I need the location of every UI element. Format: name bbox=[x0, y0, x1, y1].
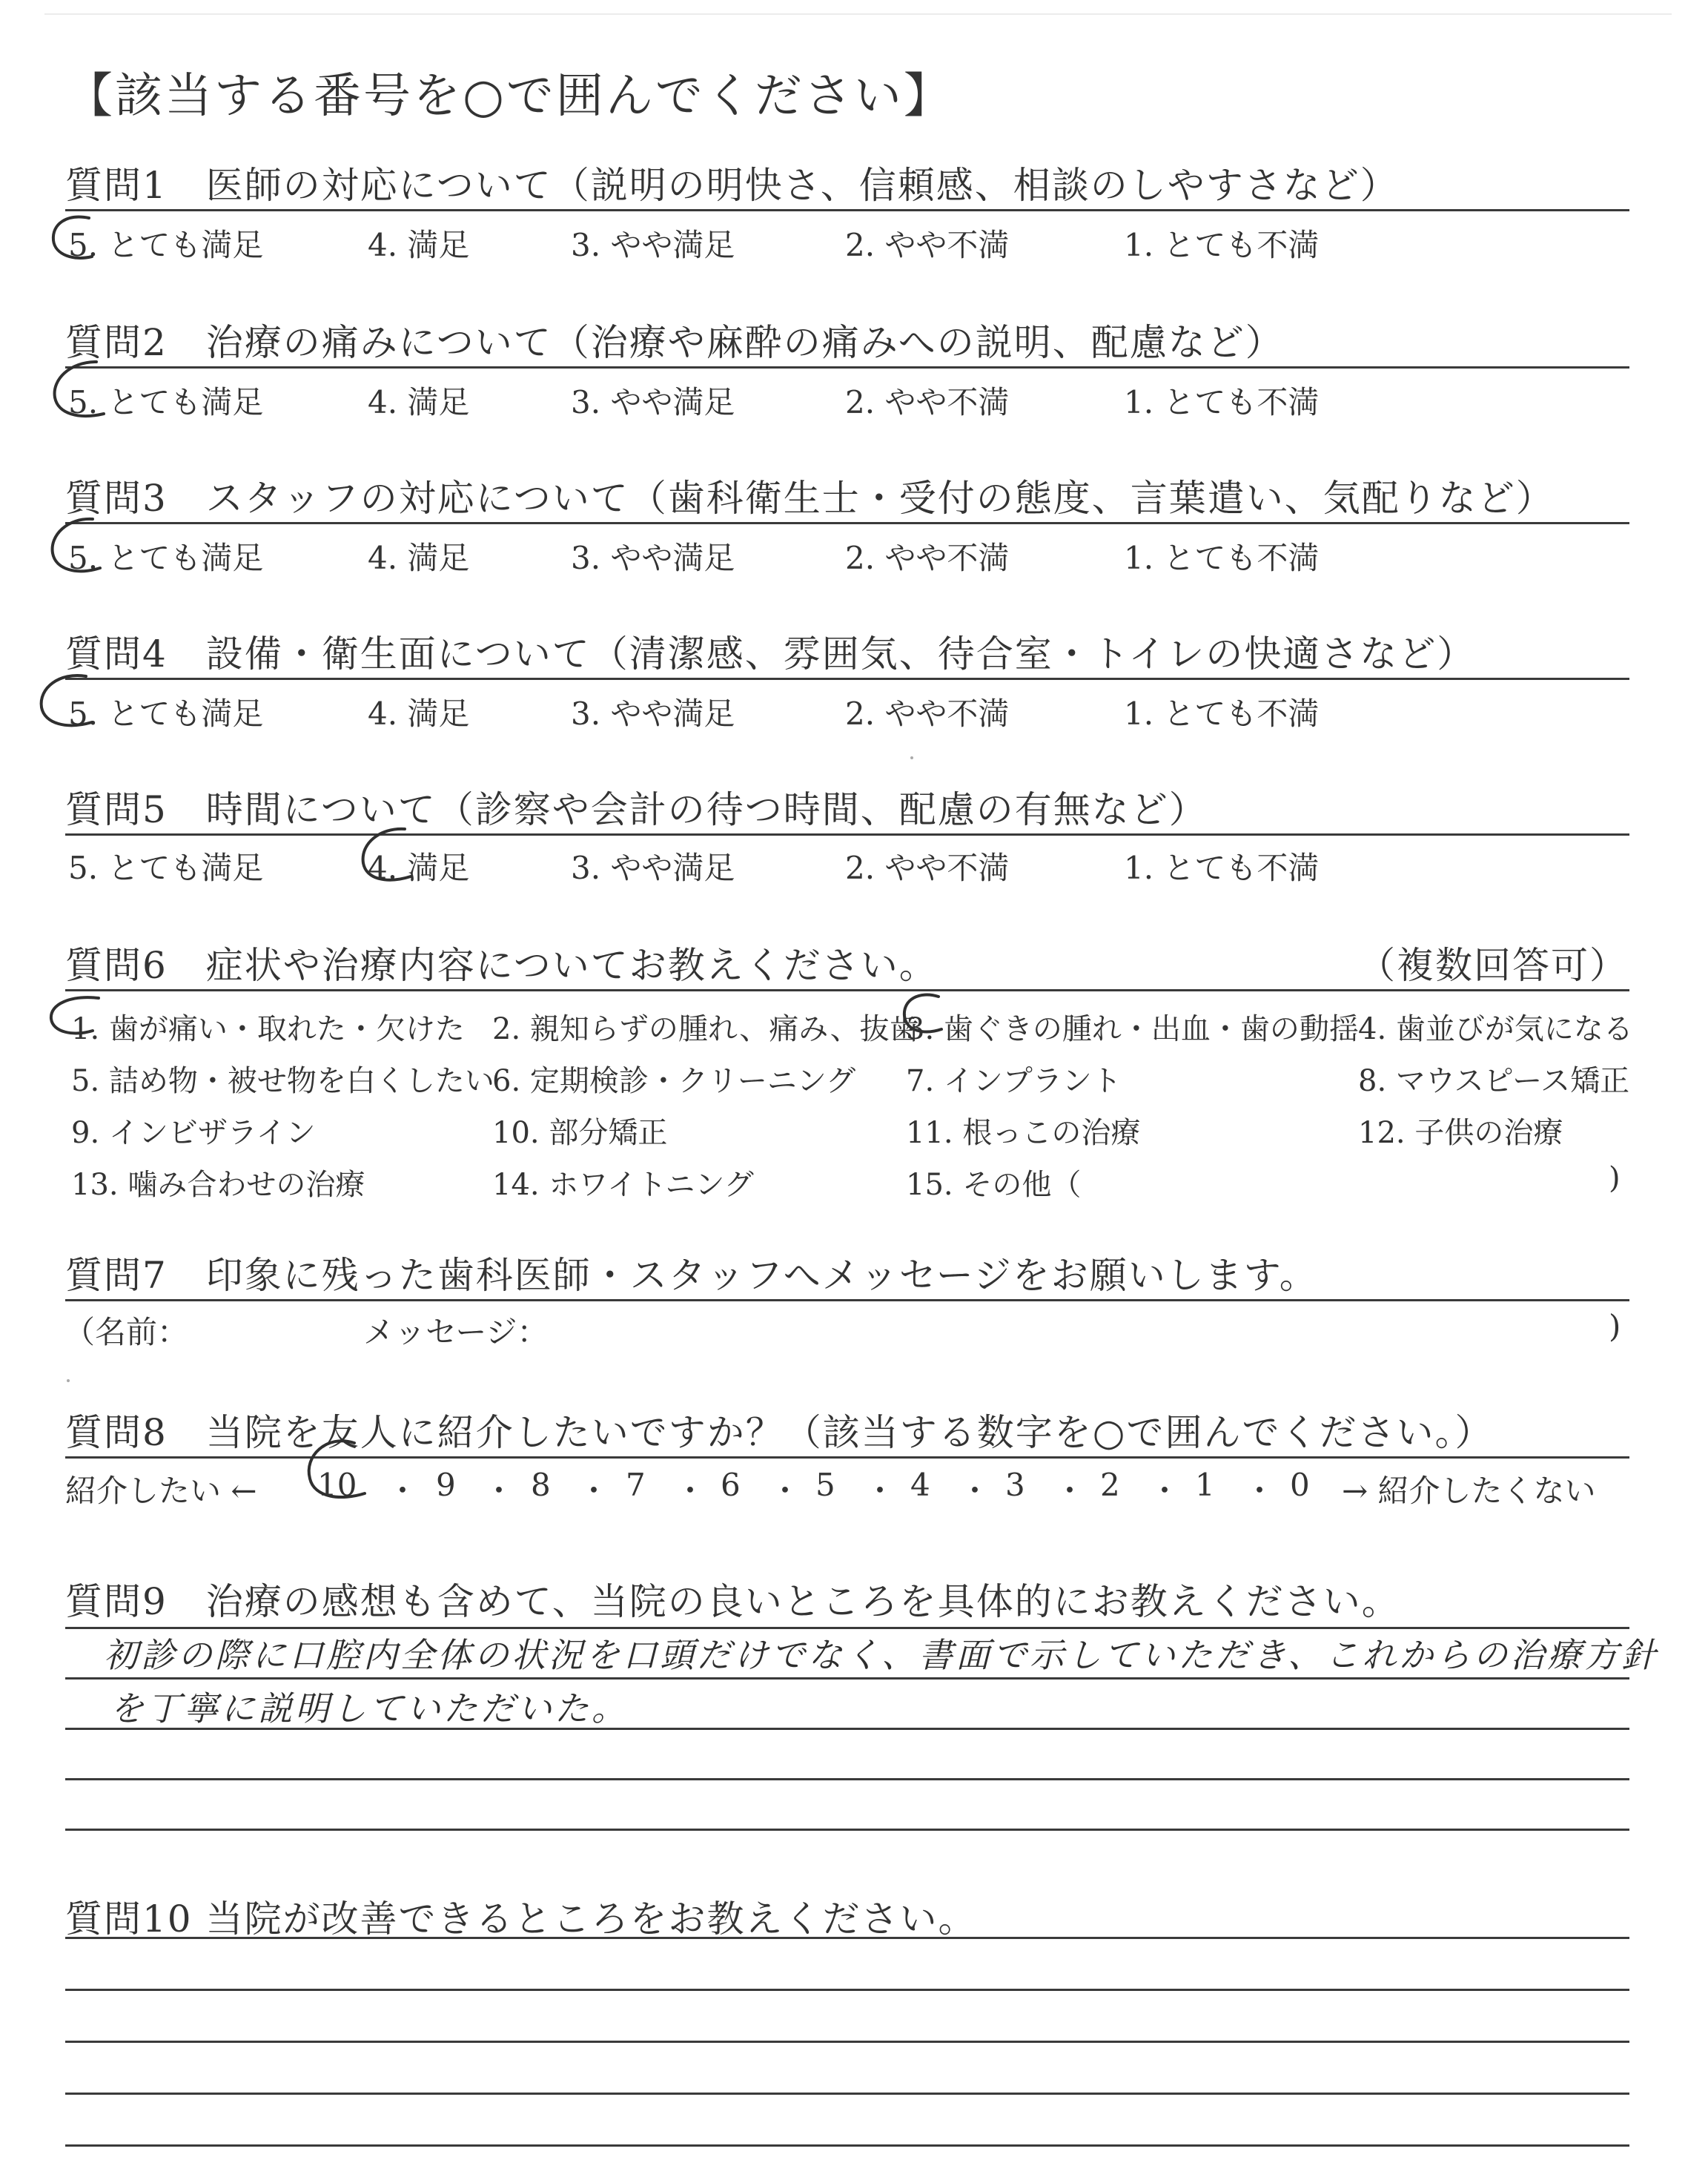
scan-speck bbox=[910, 756, 913, 759]
q8-scale-8[interactable]: 8 bbox=[531, 1467, 551, 1503]
q6-option-1[interactable]: 1. 歯が痛い・取れた・欠けた bbox=[71, 1012, 465, 1046]
q1-option-2[interactable]: 2. やや不満 bbox=[845, 227, 1010, 263]
q9-handwritten-answer-line1: 初診の際に口腔内全体の状況を口頭だけでなく、書面で示していただき、これからの治療方針 bbox=[104, 1635, 1659, 1675]
q10-rule-4 bbox=[65, 2093, 1629, 2095]
q6-selection-circle-3 bbox=[887, 986, 968, 1053]
q6-option-6[interactable]: 6. 定期検診・クリーニング bbox=[492, 1064, 856, 1098]
q10-rule-2 bbox=[65, 1989, 1629, 1991]
q2-option-1[interactable]: 1. とても不満 bbox=[1124, 384, 1320, 420]
q2-rule bbox=[65, 366, 1629, 369]
q8-title: 質問8 当院を友人に紹介したいですか？（該当する数字を○で囲んでください。） bbox=[65, 1411, 1494, 1454]
q2-option-3[interactable]: 3. やや満足 bbox=[571, 384, 735, 420]
q1-title: 質問1 医師の対応について（説明の明快さ、信頼感、相談のしやすさなど） bbox=[65, 164, 1399, 207]
q5-option-4[interactable]: 4. 満足 bbox=[368, 850, 470, 886]
q10-title: 質問10 当院が改善できるところをお教えください。 bbox=[65, 1898, 977, 1941]
q6-option-7[interactable]: 7. インプラント bbox=[906, 1064, 1122, 1098]
q3-rule bbox=[65, 522, 1629, 524]
q4-option-3[interactable]: 3. やや満足 bbox=[571, 696, 735, 732]
q8-sep: ・ bbox=[578, 1473, 610, 1509]
q9-handwritten-answer-line2: を丁寧に説明していただいた。 bbox=[110, 1688, 629, 1728]
q8-sep: ・ bbox=[769, 1473, 801, 1509]
q6-option-15[interactable]: 15. その他（ bbox=[906, 1168, 1082, 1202]
q6-option-11[interactable]: 11. 根っこの治療 bbox=[906, 1116, 1141, 1150]
q3-option-3[interactable]: 3. やや満足 bbox=[571, 540, 735, 576]
q8-scale-2[interactable]: 2 bbox=[1100, 1467, 1120, 1503]
q4-title: 質問4 設備・衛生面について（清潔感、雰囲気、待合室・トイレの快適さなど） bbox=[65, 633, 1476, 676]
q6-option-4[interactable]: 4. 歯並びが気になる bbox=[1358, 1012, 1633, 1046]
q5-option-5[interactable]: 5. とても満足 bbox=[68, 850, 264, 886]
q6-option-14[interactable]: 14. ホワイトニング bbox=[492, 1168, 754, 1202]
q9-rule-2 bbox=[65, 1677, 1629, 1680]
q5-option-3[interactable]: 3. やや満足 bbox=[571, 850, 735, 886]
q9-rule-4 bbox=[65, 1778, 1629, 1780]
q1-option-1[interactable]: 1. とても不満 bbox=[1124, 227, 1320, 263]
q7-message-label: メッセージ： bbox=[363, 1314, 549, 1350]
q1-option-5[interactable]: 5. とても満足 bbox=[68, 227, 264, 263]
q2-selection-circle bbox=[44, 354, 119, 429]
q9-rule-3 bbox=[65, 1728, 1629, 1730]
q8-sep: ・ bbox=[864, 1473, 896, 1509]
q8-left-label: 紹介したい ← bbox=[65, 1473, 257, 1509]
q8-selection-circle bbox=[297, 1431, 378, 1513]
q8-scale-9[interactable]: 9 bbox=[436, 1467, 456, 1503]
q8-sep: ・ bbox=[1244, 1473, 1276, 1509]
q5-option-2[interactable]: 2. やや不満 bbox=[845, 850, 1010, 886]
q3-option-5[interactable]: 5. とても満足 bbox=[68, 540, 264, 576]
q8-sep: ・ bbox=[483, 1473, 515, 1509]
q1-selection-circle bbox=[44, 209, 111, 268]
q8-sep: ・ bbox=[387, 1473, 419, 1509]
q6-option-5[interactable]: 5. 詰め物・被せ物を白くしたい bbox=[71, 1064, 494, 1098]
q2-title: 質問2 治療の痛みについて（治療や麻酔の痛みへの説明、配慮など） bbox=[65, 321, 1284, 364]
q8-scale-3[interactable]: 3 bbox=[1005, 1467, 1025, 1503]
q6-title: 質問6 症状や治療内容についてお教えください。 bbox=[65, 944, 938, 987]
q1-option-3[interactable]: 3. やや満足 bbox=[571, 227, 735, 263]
q2-option-5[interactable]: 5. とても満足 bbox=[68, 384, 264, 420]
q8-scale-5[interactable]: 5 bbox=[815, 1467, 835, 1503]
q7-rule bbox=[65, 1299, 1629, 1301]
q6-option-8[interactable]: 8. マウスピース矯正 bbox=[1358, 1064, 1630, 1098]
q6-rule bbox=[65, 989, 1629, 991]
q4-option-5[interactable]: 5. とても満足 bbox=[68, 696, 264, 732]
q6-option-3[interactable]: 3. 歯ぐきの腫れ・出血・歯の動揺 bbox=[906, 1012, 1359, 1046]
q1-option-4[interactable]: 4. 満足 bbox=[368, 227, 470, 263]
q7-title: 質問7 印象に残った歯科医師・スタッフへメッセージをお願いします。 bbox=[65, 1254, 1318, 1297]
q10-rule-1 bbox=[65, 1937, 1629, 1939]
q8-right-label: → 紹介したくない bbox=[1342, 1473, 1596, 1509]
q4-option-1[interactable]: 1. とても不満 bbox=[1124, 696, 1320, 732]
q5-option-1[interactable]: 1. とても不満 bbox=[1124, 850, 1320, 886]
q6-option-10[interactable]: 10. 部分矯正 bbox=[492, 1116, 668, 1150]
q8-scale-7[interactable]: 7 bbox=[626, 1467, 646, 1503]
scan-speck bbox=[67, 1379, 70, 1382]
q3-title: 質問3 スタッフの対応について（歯科衛生士・受付の態度、言葉遣い、気配りなど） bbox=[65, 477, 1555, 520]
q8-sep: ・ bbox=[1149, 1473, 1181, 1509]
q6-selection-circle-1 bbox=[41, 991, 122, 1050]
q6-option-12[interactable]: 12. 子供の治療 bbox=[1358, 1116, 1563, 1150]
q6-note: （複数回答可） bbox=[1358, 944, 1628, 987]
q10-rule-5 bbox=[65, 2144, 1629, 2147]
q9-rule-5 bbox=[65, 1829, 1629, 1831]
page-header: 【該当する番号を○で囲んでください】 bbox=[65, 69, 953, 124]
q8-sep: ・ bbox=[1054, 1473, 1086, 1509]
q4-option-4[interactable]: 4. 満足 bbox=[368, 696, 470, 732]
top-border bbox=[44, 13, 1672, 15]
q8-scale-1[interactable]: 1 bbox=[1195, 1467, 1215, 1503]
q6-option-2[interactable]: 2. 親知らずの腫れ、痛み、抜歯 bbox=[492, 1012, 919, 1046]
q5-title: 質問5 時間について（診察や会計の待つ時間、配慮の有無など） bbox=[65, 788, 1208, 831]
q5-rule bbox=[65, 833, 1629, 836]
q8-scale-6[interactable]: 6 bbox=[721, 1467, 741, 1503]
q8-sep: ・ bbox=[959, 1473, 991, 1509]
q3-option-4[interactable]: 4. 満足 bbox=[368, 540, 470, 576]
q1-rule bbox=[65, 209, 1629, 211]
q6-option-13[interactable]: 13. 噛み合わせの治療 bbox=[71, 1168, 365, 1202]
q8-sep: ・ bbox=[675, 1473, 706, 1509]
q3-option-2[interactable]: 2. やや不満 bbox=[845, 540, 1010, 576]
q2-option-2[interactable]: 2. やや不満 bbox=[845, 384, 1010, 420]
q8-scale-4[interactable]: 4 bbox=[910, 1467, 930, 1503]
q6-option-15-close: ) bbox=[1609, 1161, 1621, 1195]
q10-rule-3 bbox=[65, 2041, 1629, 2043]
q9-title: 質問9 治療の感想も含めて、当院の良いところを具体的にお教えください。 bbox=[65, 1580, 1400, 1623]
q4-option-2[interactable]: 2. やや不満 bbox=[845, 696, 1010, 732]
q7-close-paren: ) bbox=[1609, 1308, 1621, 1344]
q7-name-label: （名前： bbox=[64, 1314, 189, 1350]
q3-option-1[interactable]: 1. とても不満 bbox=[1124, 540, 1320, 576]
q4-selection-circle bbox=[30, 666, 104, 740]
q3-selection-circle bbox=[41, 510, 115, 584]
q8-scale-10[interactable]: 10 bbox=[317, 1467, 357, 1503]
q8-scale-0[interactable]: 0 bbox=[1290, 1467, 1310, 1503]
q4-rule bbox=[65, 678, 1629, 680]
q6-option-9[interactable]: 9. インビザライン bbox=[71, 1116, 316, 1150]
q2-option-4[interactable]: 4. 満足 bbox=[368, 384, 470, 420]
q5-selection-circle bbox=[348, 820, 423, 894]
